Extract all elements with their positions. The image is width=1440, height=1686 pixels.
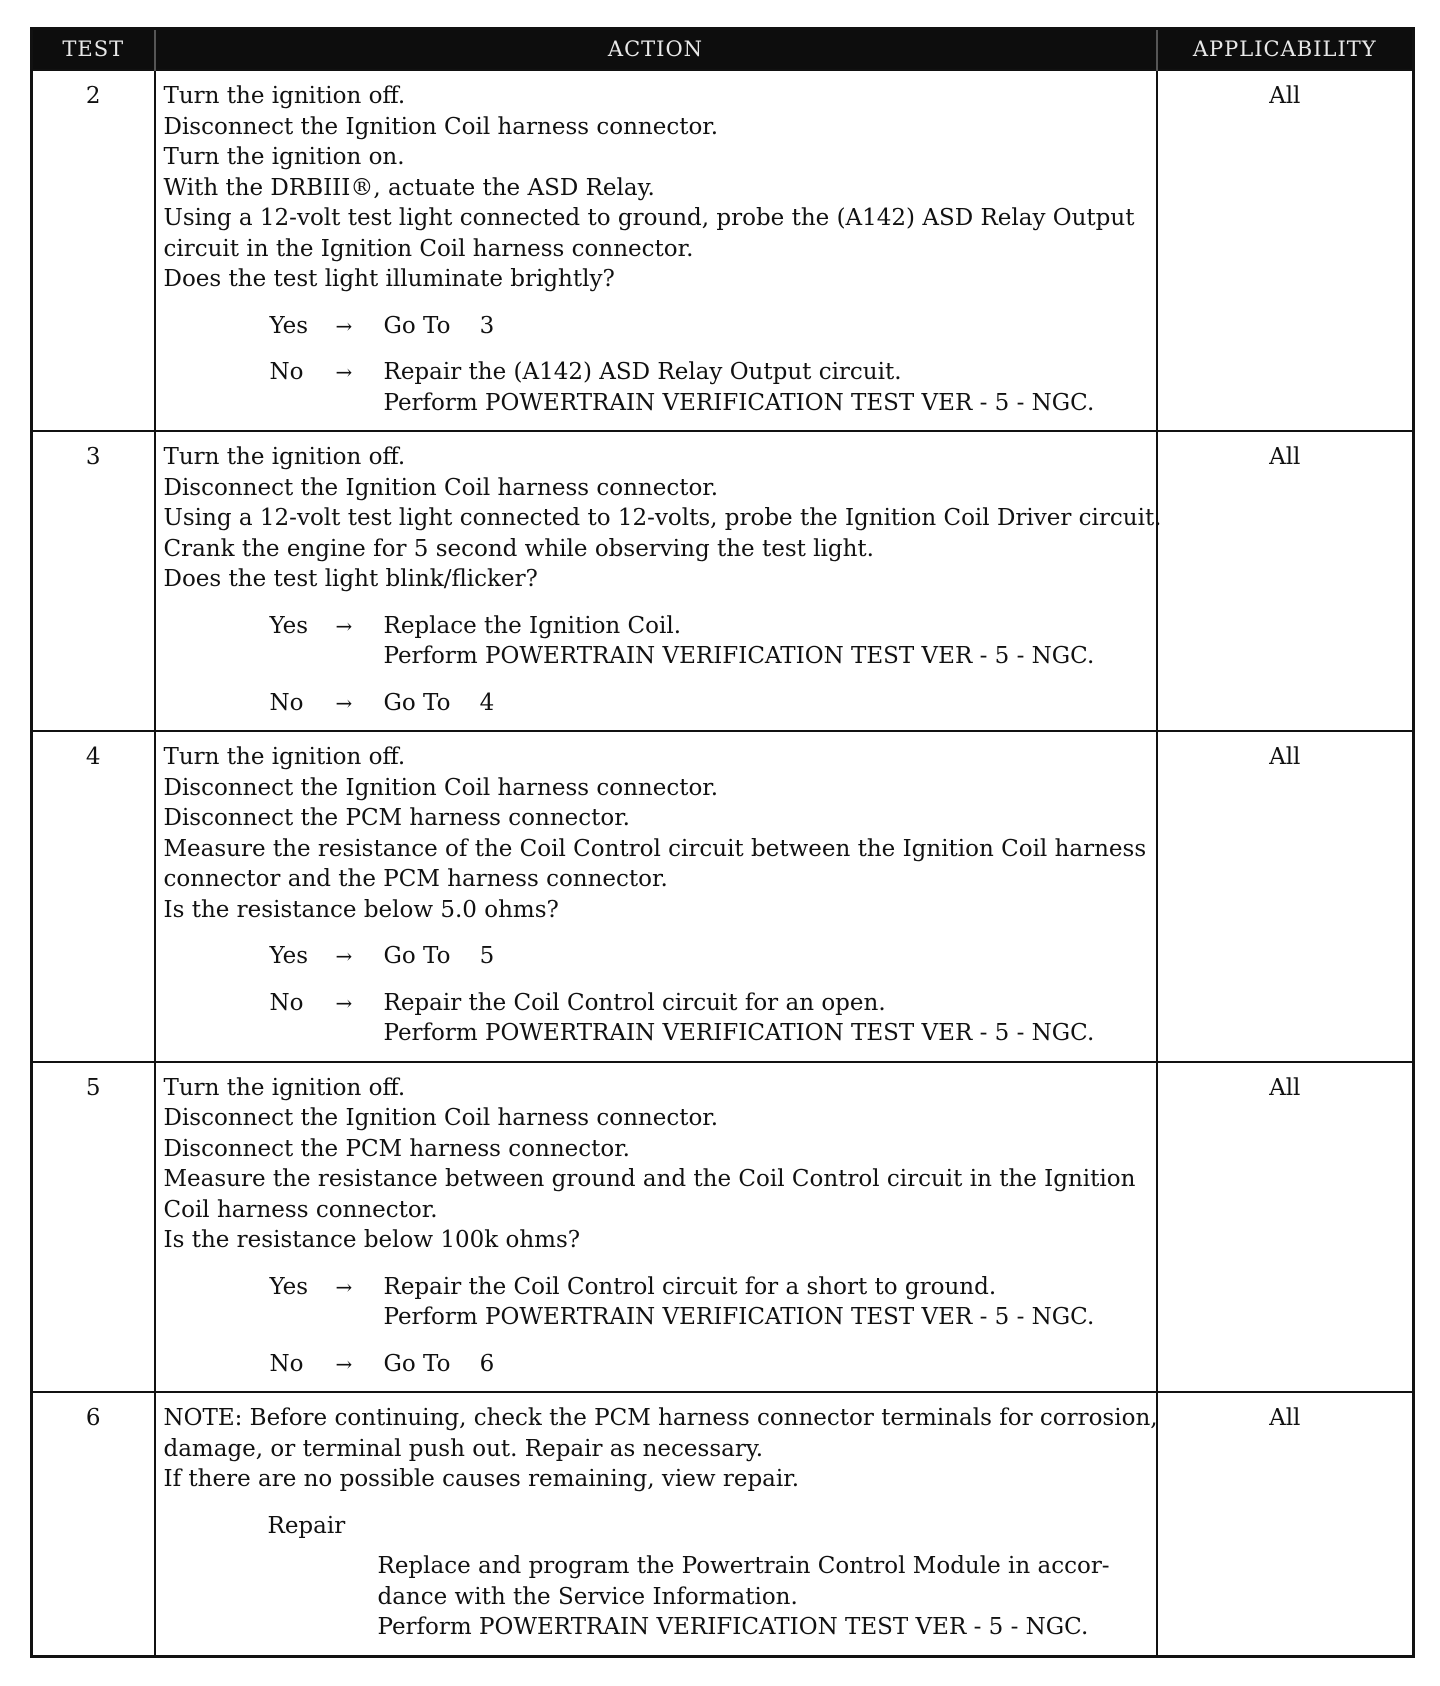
arrow-right-icon: → [335, 313, 353, 338]
outcome-result-line: Go To 6 [383, 1350, 495, 1377]
arrow-right-icon: → [335, 990, 353, 1015]
action-step: damage, or terminal push out. Repair as necessary. [163, 1435, 764, 1462]
action-step: If there are no possible causes remaining, view repair. [163, 1466, 800, 1492]
outcome-yes [164, 611, 1150, 672]
header-test: TEST [32, 29, 155, 71]
action-cell [155, 1392, 1157, 1656]
outcome-result-line: Replace the Ignition Coil. [383, 612, 682, 639]
repair-instructions [378, 1551, 1150, 1643]
test-number: 4 [32, 731, 155, 1062]
outcome-result-line: Repair the Coil Control circuit for a short to ground. [383, 1273, 997, 1300]
applicability: All [1157, 1392, 1414, 1656]
action-step: Does the test light blink/flicker? [163, 566, 538, 592]
repair-line: Perform POWERTRAIN VERIFICATION TEST VER - 5 - NGC. [377, 1614, 1089, 1640]
action-steps [163, 1403, 1158, 1495]
action-step: Disconnect the PCM harness connector. [163, 1135, 630, 1162]
outcome-result [384, 988, 1150, 1049]
outcome-label: No [269, 989, 304, 1016]
table-row [32, 731, 1414, 1062]
outcome-label: Yes [269, 943, 309, 969]
outcome-result-line: Repair the (A142) ASD Relay Output circuit. [383, 359, 902, 385]
outcome-no [164, 988, 1150, 1049]
outcome-no [164, 1349, 1150, 1380]
action-step: Turn the ignition off. [163, 744, 406, 770]
outcome-result-line: Perform POWERTRAIN VERIFICATION TEST VER - 5 - NGC. [383, 1304, 1095, 1330]
table-row [32, 431, 1414, 731]
table-row [32, 1062, 1414, 1393]
outcome-result-line: Perform POWERTRAIN VERIFICATION TEST VER - 5 - NGC. [383, 643, 1095, 669]
outcome-label: Yes [269, 612, 309, 639]
test-number: 5 [32, 1062, 155, 1393]
table-body [32, 70, 1414, 1656]
outcome-yes [164, 311, 1150, 342]
table-header [32, 29, 1414, 71]
action-step: Measure the resistance of the Coil Control circuit between the Ignition Coil harness [163, 835, 1147, 862]
arrow-right-icon: → [335, 944, 353, 968]
arrow-right-icon: → [335, 613, 353, 638]
applicability: All [1157, 1062, 1414, 1393]
action-cell [155, 70, 1157, 431]
diagnostic-table [30, 27, 1415, 1658]
test-number: 6 [32, 1392, 155, 1656]
outcome-yes [164, 1272, 1150, 1333]
applicability: All [1157, 731, 1414, 1062]
outcome-yes [164, 941, 1150, 972]
outcome-result-line: Go To 3 [383, 312, 495, 339]
repair-label: Repair [267, 1512, 346, 1539]
action-step: Crank the engine for 5 second while observing the test light. [163, 535, 874, 562]
action-step: Turn the ignition off. [163, 83, 406, 109]
action-step: With the DRBIII®, actuate the ASD Relay. [163, 174, 655, 201]
action-step: Turn the ignition off. [163, 1074, 406, 1101]
test-number: 3 [32, 431, 155, 731]
table-row [32, 1392, 1414, 1656]
arrow-right-icon: → [335, 1274, 353, 1299]
outcomes [164, 311, 1150, 419]
arrow-right-icon: → [335, 1351, 353, 1376]
action-step: Disconnect the Ignition Coil harness connector. [163, 474, 719, 501]
outcomes [164, 941, 1150, 1049]
repair-line: Replace and program the Powertrain Control Module in accor- [377, 1553, 1110, 1579]
action-steps [164, 742, 1150, 925]
action-step: Disconnect the Ignition Coil harness connector. [163, 113, 719, 140]
action-step: Turn the ignition off. [163, 444, 406, 470]
outcome-no [164, 688, 1150, 719]
outcome-label: Yes [269, 312, 309, 339]
action-cell [155, 1062, 1157, 1393]
outcome-result [384, 941, 1150, 972]
outcome-result-line: Perform POWERTRAIN VERIFICATION TEST VER - 5 - NGC. [383, 389, 1095, 416]
applicability: All [1157, 70, 1414, 431]
action-step: Coil harness connector. [163, 1196, 438, 1223]
action-steps [164, 81, 1150, 295]
action-step: circuit in the Ignition Coil harness connector. [163, 235, 694, 262]
outcome-result-line: Repair the Coil Control circuit for an open. [383, 989, 886, 1016]
header-applicability: APPLICABILITY [1157, 29, 1414, 71]
action-step: Turn the ignition on. [163, 144, 405, 170]
applicability: All [1157, 431, 1414, 731]
outcome-label: Yes [269, 1273, 309, 1300]
header-action: ACTION [155, 29, 1157, 71]
action-step: Is the resistance below 100k ohms? [163, 1227, 581, 1253]
table-row [32, 70, 1414, 431]
action-step: Disconnect the PCM harness connector. [163, 805, 630, 831]
outcome-result-line: Go To 4 [383, 689, 495, 716]
outcomes [164, 1272, 1150, 1380]
outcome-result [384, 688, 1150, 719]
outcome-result [384, 611, 1150, 672]
action-step: Measure the resistance between ground and the Coil Control circuit in the Ignition [163, 1166, 1136, 1192]
action-steps [164, 1073, 1150, 1256]
action-steps [163, 442, 1162, 595]
outcome-result [384, 357, 1150, 418]
repair-line: dance with the Service Information. [377, 1583, 798, 1610]
action-step: Is the resistance below 5.0 ohms? [163, 896, 559, 923]
action-step: Disconnect the Ignition Coil harness connector. [163, 774, 719, 801]
outcome-result [384, 311, 1150, 342]
action-step: Using a 12-volt test light connected to ground, probe the (A142) ASD Relay Output [163, 205, 1135, 231]
action-step: Disconnect the Ignition Coil harness connector. [163, 1105, 719, 1131]
outcomes [164, 611, 1150, 719]
action-step: Does the test light illuminate brightly? [163, 266, 615, 292]
arrow-right-icon: → [335, 360, 353, 384]
diagnostic-procedure-sheet [30, 27, 1412, 1658]
action-step: NOTE: Before continuing, check the PCM harness connector terminals for corrosion, [163, 1405, 1158, 1431]
outcome-result-line: Go To 5 [383, 943, 495, 969]
outcome-label: No [269, 359, 304, 385]
action-cell [155, 731, 1157, 1062]
test-number: 2 [32, 70, 155, 431]
action-step: connector and the PCM harness connector. [163, 866, 668, 892]
outcome-no [164, 357, 1150, 418]
repair-block [164, 1511, 1150, 1643]
outcome-result [384, 1272, 1150, 1333]
arrow-right-icon: → [335, 690, 353, 715]
action-cell [155, 431, 1162, 731]
outcome-label: No [269, 689, 304, 716]
outcome-label: No [269, 1350, 304, 1377]
action-step: Using a 12-volt test light connected to 12-volts, probe the Ignition Coil Driver circuit. [163, 505, 1162, 531]
outcome-result-line: Perform POWERTRAIN VERIFICATION TEST VER - 5 - NGC. [383, 1020, 1095, 1046]
outcome-result [384, 1349, 1150, 1380]
